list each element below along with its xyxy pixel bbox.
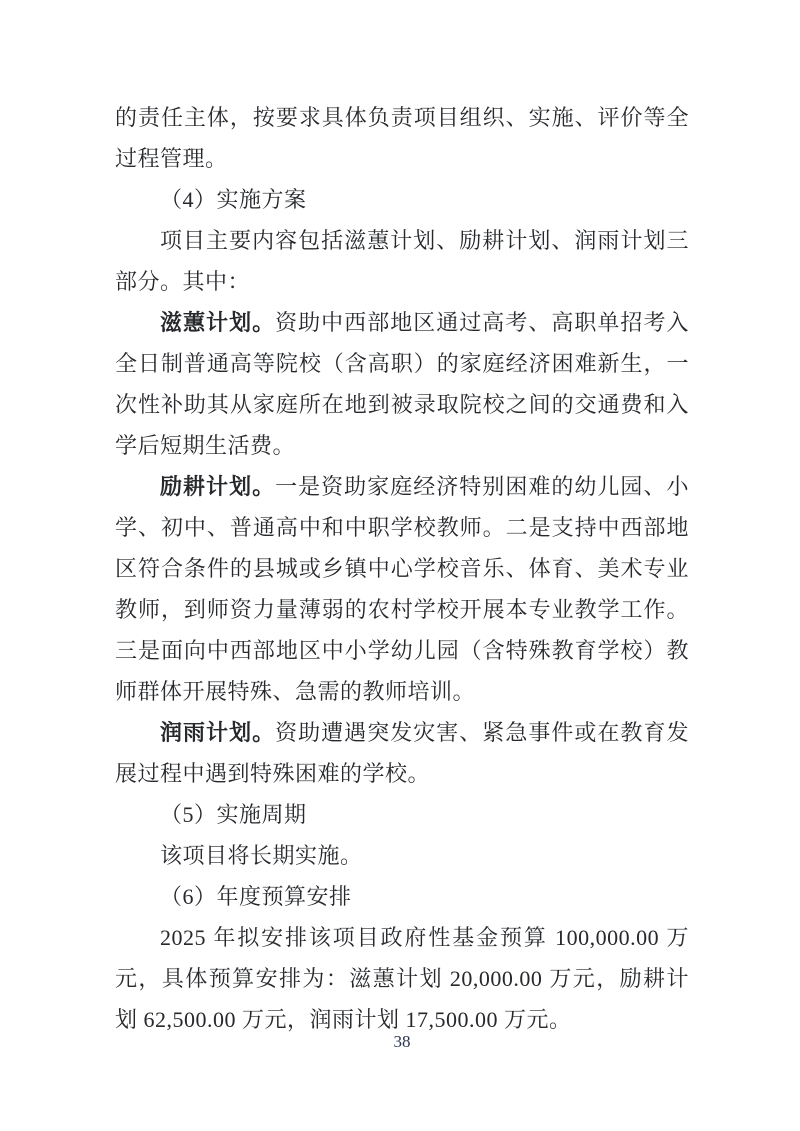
paragraph <box>115 712 689 794</box>
paragraph <box>115 917 689 1040</box>
text-run: （5）实施周期 <box>160 802 307 827</box>
plan-title: 励耕计划。 <box>160 474 276 499</box>
paragraph <box>115 302 689 466</box>
text-run: 资助遭遇突发灾害、紧急事件或在教育发展过程中遇到特殊困难的学校。 <box>115 720 689 786</box>
paragraph <box>115 794 689 835</box>
text-run: 资助中西部地区通过高考、高职单招考入全日制普通高等院校（含高职）的家庭经济困难新生，一次性补助其从家庭所在地到被录取院校之间的交通费和入学后短期生活费。 <box>115 310 689 458</box>
plan-title: 滋蕙计划。 <box>160 310 276 335</box>
paragraph <box>115 179 689 220</box>
text-run: 项目主要内容包括滋蕙计划、励耕计划、润雨计划三部分。其中： <box>115 228 689 294</box>
paragraph <box>115 466 689 712</box>
document-body <box>115 97 689 1040</box>
text-run: 的责任主体，按要求具体负责项目组织、实施、评价等全过程管理。 <box>115 105 689 171</box>
text-run: （6）年度预算安排 <box>160 884 352 909</box>
text-run: 2025 年拟安排该项目政府性基金预算 100,000.00 万元，具体预算安排为：滋蕙计划 20,000.00 万元，励耕计划 62,500.00 万元，润雨计划 17,500.00 万元。 <box>115 925 689 1032</box>
paragraph <box>115 835 689 876</box>
plan-title: 润雨计划。 <box>160 720 276 745</box>
paragraph <box>115 876 689 917</box>
paragraph <box>115 97 689 179</box>
page-number: 38 <box>393 1032 411 1051</box>
text-run: 一是资助家庭经济特别困难的幼儿园、小学、初中、普通高中和中职学校教师。二是支持中西部地区符合条件的县城或乡镇中心学校音乐、体育、美术专业教师，到师资力量薄弱的农村学校开展本专业教学工作。三是面向中西部地区中小学幼儿园（含特殊教育学校）教师群体开展特殊、急需的教师培训。 <box>115 474 689 704</box>
paragraph <box>115 220 689 302</box>
text-run: 该项目将长期实施。 <box>160 843 363 868</box>
text-run: （4）实施方案 <box>160 187 307 212</box>
